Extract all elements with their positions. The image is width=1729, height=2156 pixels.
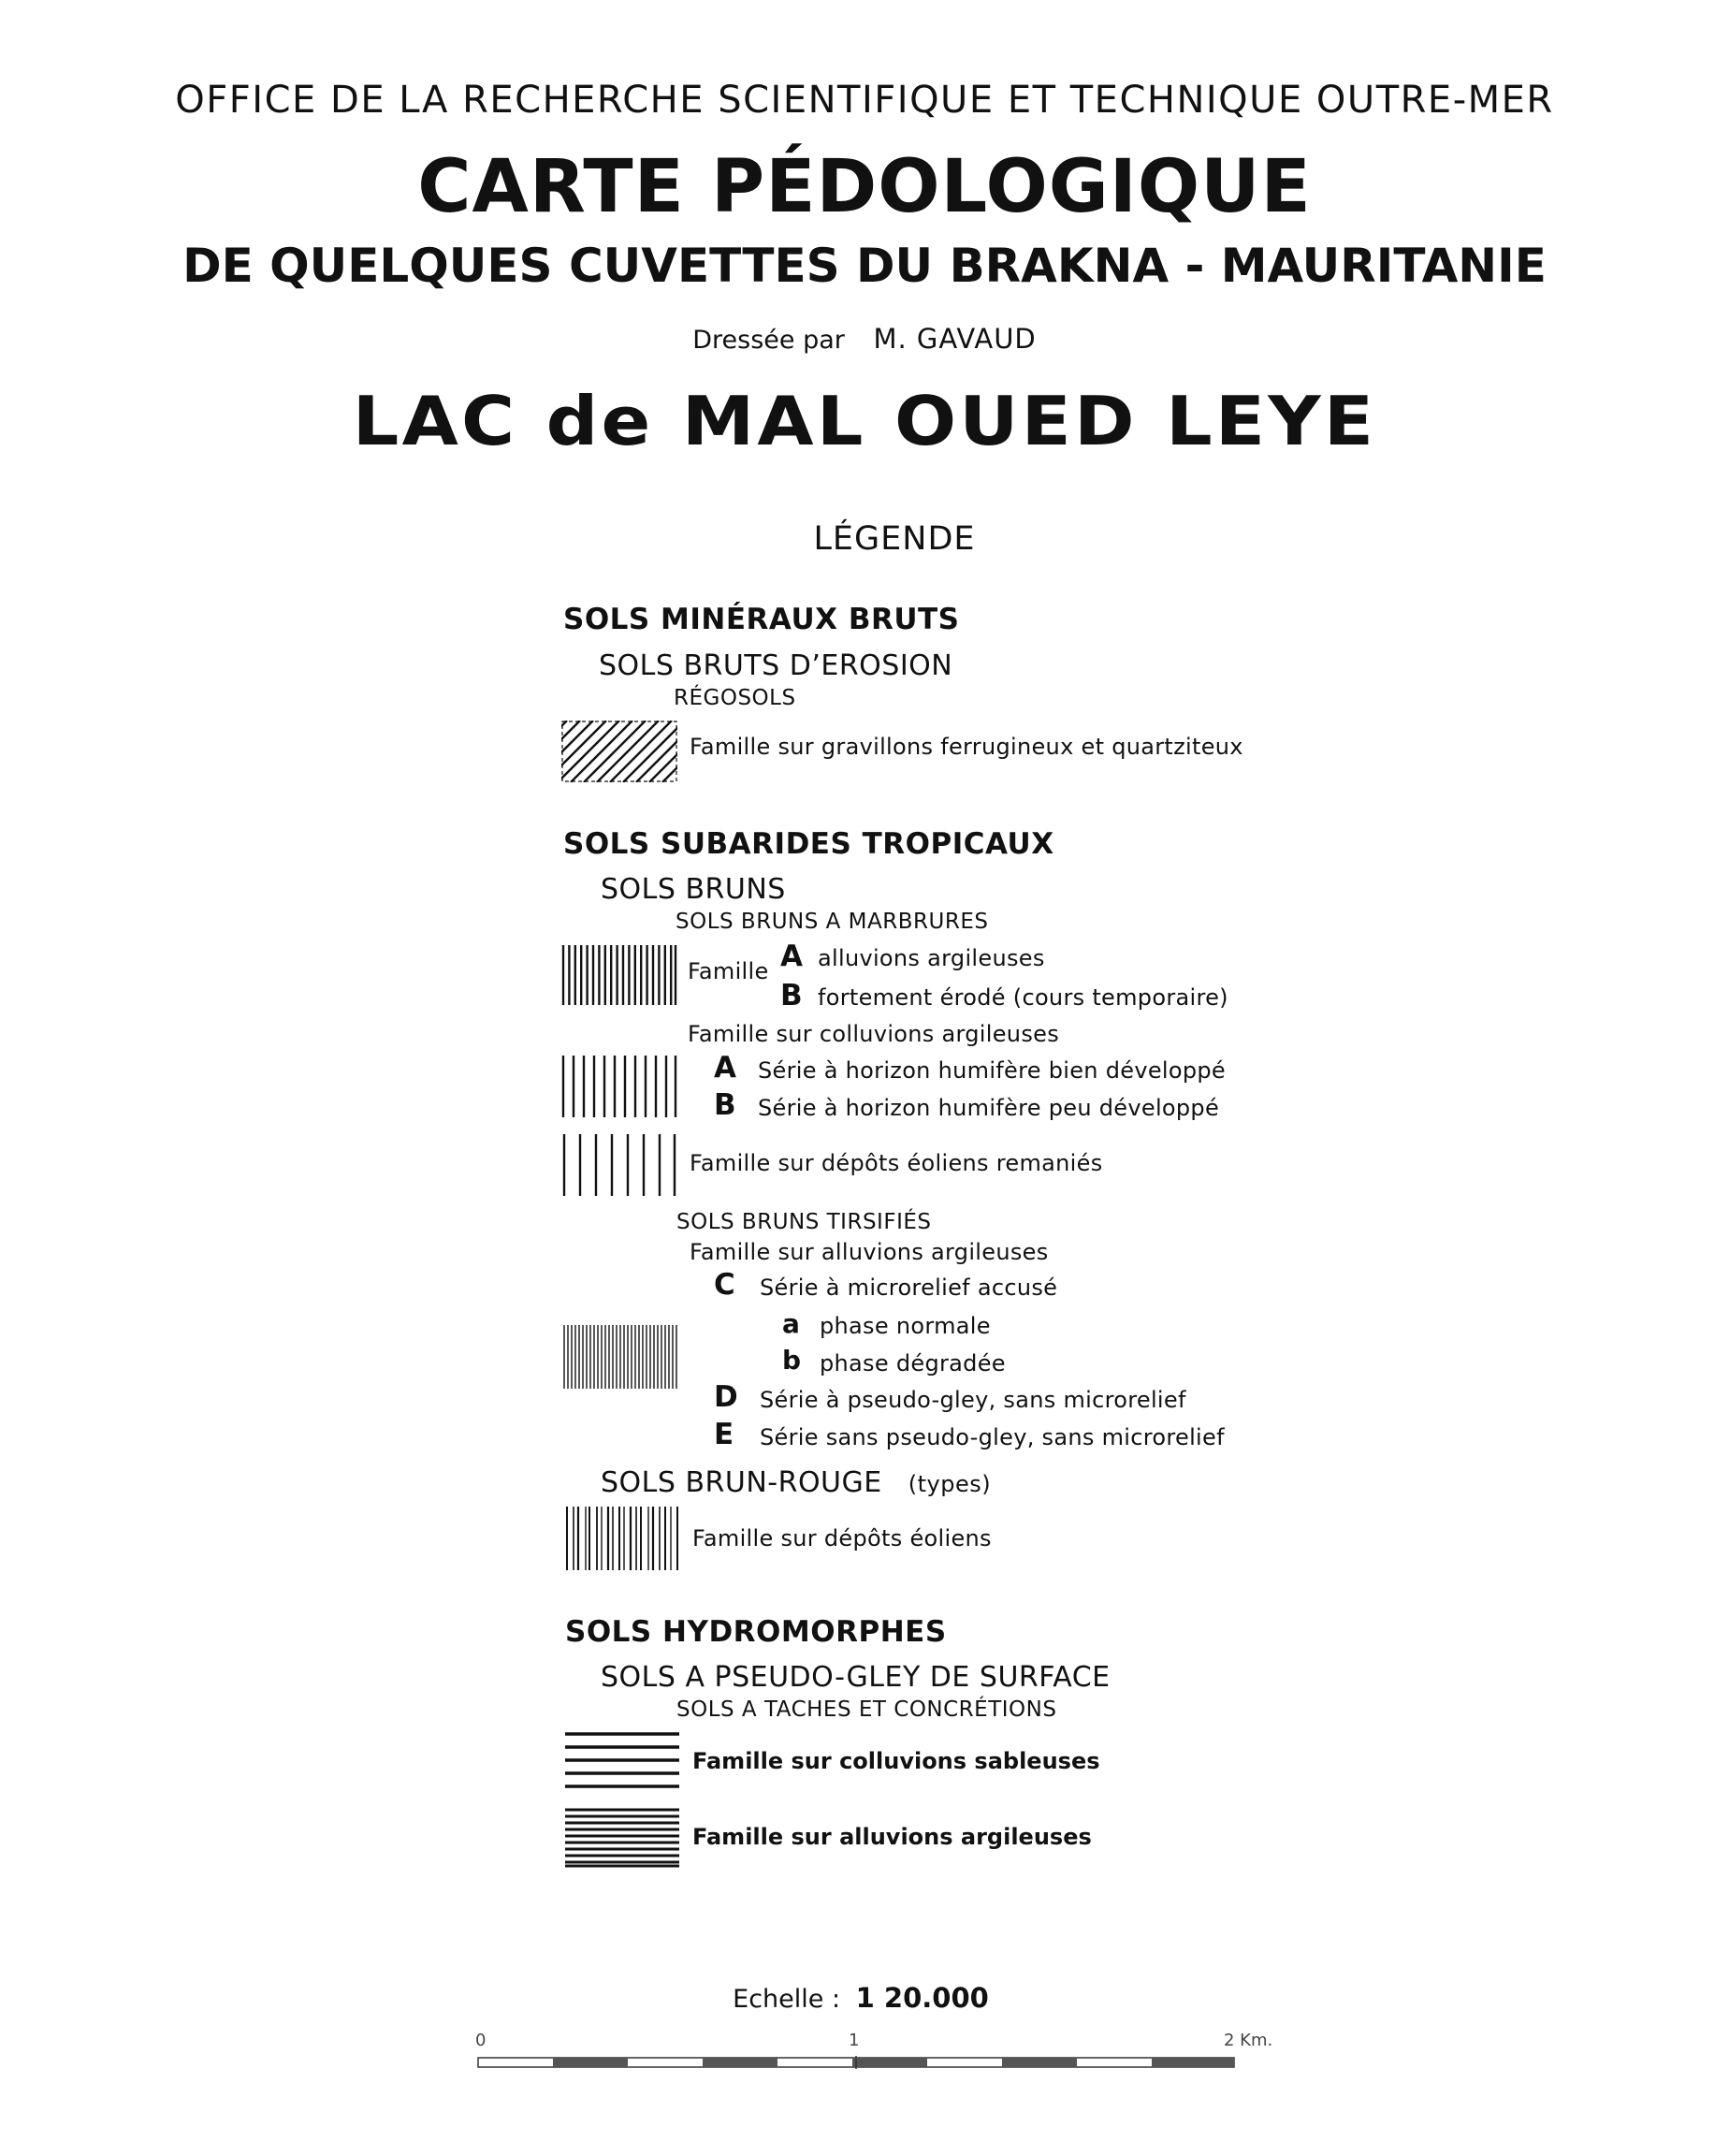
phase-a-text: phase normale [820, 1313, 991, 1339]
serie-b2-text: Série à horizon humifère peu développé [758, 1095, 1220, 1121]
swatch-sparse-vertical [561, 1134, 677, 1196]
family-colluvions-sableuses: Famille sur colluvions sableuses [692, 1748, 1100, 1774]
lake-name: LAC de MAL OUED LEYE [352, 382, 1377, 460]
class-mineraux: SOLS MINÉRAUX BRUTS [563, 603, 960, 636]
group-taches-concretions: SOLS A TACHES ET CONCRÉTIONS [676, 1697, 1057, 1722]
scale-text: Echelle : [733, 1985, 841, 2014]
group-bruns-marbrures: SOLS BRUNS A MARBRURES [676, 910, 989, 934]
family-alluvions-argileuses-hydro: Famille sur alluvions argileuses [692, 1824, 1092, 1850]
scale-tick-1: 1 [849, 2031, 860, 2050]
serie-c-text: Série à microrelief accusé [760, 1275, 1058, 1301]
serie-d-text: Série à pseudo-gley, sans microrelief [760, 1387, 1186, 1413]
serie-letter-b: B [780, 979, 803, 1012]
class-subarides: SOLS SUBARIDES TROPICAUX [563, 827, 1054, 861]
scale-ratio: 1 20.000 [855, 1982, 989, 2014]
swatch-fine-vertical [563, 1325, 677, 1389]
phase-letter-b: b [782, 1345, 802, 1376]
serie-letter-e: E [714, 1418, 734, 1451]
legend-title: LÉGENDE [813, 520, 976, 558]
swatch-medium-vertical [561, 1056, 677, 1117]
swatch-sparse-horizontal [565, 1731, 679, 1791]
famille-label: Famille [688, 958, 769, 984]
family-tirsifies-alluvions: Famille sur alluvions argileuses [690, 1239, 1049, 1265]
serie-e-text: Série sans pseudo-gley, sans microrelief [760, 1424, 1225, 1450]
map-subtitle: DE QUELQUES CUVETTES DU BRAKNA - MAURITANIE [182, 239, 1547, 293]
swatch-dense-vertical [561, 945, 677, 1005]
serie-letter-a2: A [714, 1051, 736, 1085]
serie-letter-b2: B [714, 1088, 736, 1122]
swatch-diagonal-hatch [561, 721, 677, 782]
phase-letter-a: a [782, 1308, 800, 1339]
subclass-pseudo-gley: SOLS A PSEUDO-GLEY DE SURFACE [601, 1661, 1111, 1694]
phase-b-text: phase dégradée [820, 1350, 1006, 1377]
scale-label [0, 1982, 1722, 2014]
scale-bar [477, 2056, 1235, 2071]
brun-rouge-label: SOLS BRUN-ROUGE [601, 1466, 882, 1499]
brun-rouge-types: (types) [908, 1471, 992, 1497]
author-line [0, 323, 1729, 355]
family-colluvions-argileuses: Famille sur colluvions argileuses [688, 1021, 1059, 1047]
scale-tick-0: 0 [475, 2031, 487, 2050]
serie-a2-text: Série à horizon humifère bien développé [758, 1057, 1226, 1084]
class-hydromorphes: SOLS HYDROMORPHES [565, 1615, 947, 1649]
swatch-dense-horizontal [565, 1808, 679, 1868]
subclass-brun-rouge [601, 1466, 991, 1499]
group-regosols: RÉGOSOLS [674, 686, 796, 710]
swatch-irregular-vertical [565, 1507, 679, 1570]
group-bruns-tirsifies: SOLS BRUNS TIRSIFIÉS [676, 1210, 932, 1234]
family-eoliens-remanies: Famille sur dépôts éoliens remaniés [690, 1150, 1103, 1176]
serie-letter-d: D [714, 1380, 738, 1414]
subclass-sols-bruns: SOLS BRUNS [601, 873, 786, 906]
family-depots-eoliens: Famille sur dépôts éoliens [692, 1525, 992, 1551]
serie-letter-a: A [780, 940, 803, 973]
serie-letter-c: C [714, 1268, 735, 1302]
map-title: CARTE PÉDOLOGIQUE [417, 145, 1312, 229]
office-name: OFFICE DE LA RECHERCHE SCIENTIFIQUE ET TECHNIQUE OUTRE-MER [175, 79, 1554, 122]
serie-a-text: alluvions argileuses [818, 945, 1045, 971]
author-name: M. GAVAUD [873, 323, 1037, 355]
scale-tick-2: 2 Km. [1224, 2031, 1273, 2050]
serie-b-text: fortement érodé (cours temporaire) [818, 984, 1228, 1011]
family-gravillons: Famille sur gravillons ferrugineux et quartziteux [690, 734, 1243, 760]
subclass-bruts-erosion: SOLS BRUTS D’EROSION [599, 649, 953, 682]
dressee-par-label: Dressée par [692, 326, 845, 355]
